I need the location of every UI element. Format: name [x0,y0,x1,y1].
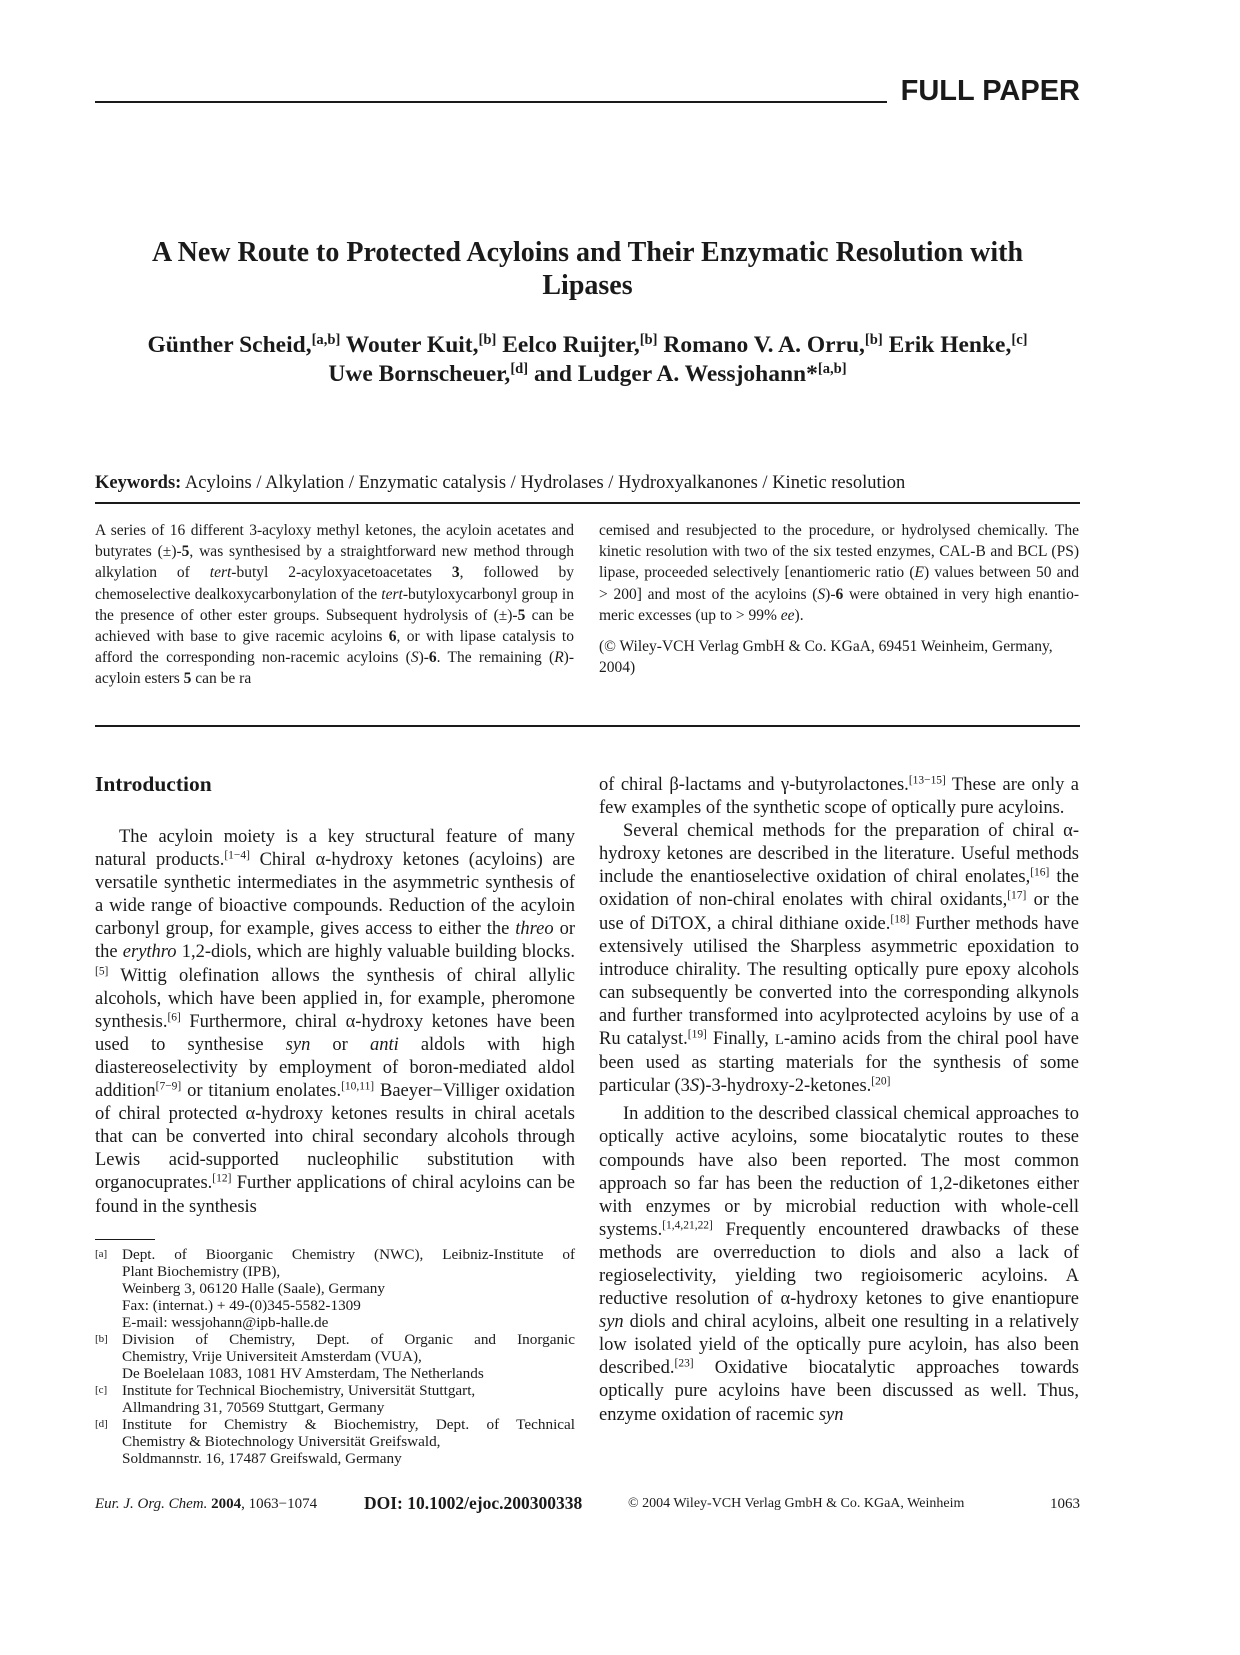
author-line-1 [95,331,1080,360]
citation: [17] [1007,890,1027,903]
author-name: Romano V. A. Orru, [657,332,865,358]
compound-ref: 5 [183,670,192,688]
abstract-bottom-rule [95,725,1080,727]
keywords-label: Keywords: [95,473,182,493]
footnote-rule [95,1239,155,1240]
intro-paragraph-left: The acyloin moiety is a key structural feature of many natural products.[1−4] Chiral α-hydroxy ketones (acyloins) are versatile synthetic intermediates in the asymmetric synthesis of a wide range of bioactive compounds. Reduction of the acyloin carbonyl group, for example, gives access to either the threo or the erythro 1,2-diols, which are highly valuable building blocks.[5] Wittig olefination allows the synthesis of chiral allylic alcohols, which have been applied in, for example, pheromone synthesis.[6] Furthermore, chiral α-hydroxy ketones have been used to synthesise syn or anti aldols with high diastereoselectivity by employment of boron-mediated aldol addition[7−9] or titanium enolates.[10,11] Baeyer−Villiger oxidation of chiral protected α-hydroxy ketones results in chiral acetals that can be converted into chiral secondary alcohols through Lewis acid-supported nucleophilic substitution with organocuprates.[12] Further applications of chiral acyloins can be found in the synthesis [95,827,576,1217]
citation: [1−4] [224,849,250,862]
affiliation-mark: [b] [639,332,658,348]
author-name: Günther Scheid, [147,332,312,358]
publisher-copyright: © 2004 Wiley-VCH Verlag GmbH & Co. KGaA, Weinheim [628,1496,965,1511]
citation: [18] [890,913,910,926]
footnote-mark: [b] [95,1333,108,1345]
affiliation-mark: [a,b] [817,361,847,377]
affiliation-mark: [b] [478,332,497,348]
citation: [12] [212,1173,232,1186]
compound-ref: 3 [451,564,460,582]
citation: [16] [1030,867,1050,880]
affiliation-mark: [c] [1011,332,1028,348]
keywords-text: Acyloins / Alkylation / Enzymatic catalysis / Hydrolases / Hydroxyalkanones / Kinetic resolution [181,473,906,493]
keywords-line [95,471,1080,495]
citation: [23] [674,1358,694,1371]
author-name: Wouter Kuit, [340,332,479,358]
citation: [5] [95,965,109,978]
intro-column-right [599,774,1079,1427]
section-heading-introduction: Introduction [95,772,212,796]
section-label: FULL PAPER [900,75,1080,107]
citation: [7−9] [155,1080,182,1093]
citation: [6] [167,1011,181,1024]
abstract-left: A series of 16 different 3-acyloxy methyl ketones, the acyloin acetates and butyrates (±)-5, was synthesised by a straightforward new method through alkylation of tert-butyl 2-acyloxyacetoacetates 3, followed by chemoselective dealkoxycarbonylation of the tert-butyloxycarbonyl group in the presence of other ester groups. Subsequent hydrolysis of (±)-5 can be achieved with base to give racemic acyloins 6, or with lipase catalysis to afford the corresponding non-racemic acyloins (S)-6. The remaining (R)-acyloin esters 5 can be ra [95,522,574,688]
citation: [20] [871,1075,891,1088]
page-footer [95,1492,1080,1516]
citation: [13−15] [908,774,946,787]
paper-title [95,236,1080,302]
citation: [19] [687,1028,707,1041]
compound-ref: 5 [517,606,526,624]
footnote-c: [c] Institute for Technical Biochemistry, Universität Stuttgart, Allmandring 31, 70569 Stuttgart, Germany [95,1382,476,1416]
footnote-b: [b] Division of Chemistry, Dept. of Organic and Inorganic Chemistry, Vrije Universiteit Amsterdam (VUA), De Boelelaan 1083, 1081 HV Amsterdam, The Netherlands [95,1331,575,1382]
affiliation-mark: [b] [864,332,883,348]
title-line-1: A New Route to Protected Acyloins and Their Enzymatic Resolution with [151,237,1024,268]
footnote-d: [d] Institute for Chemistry & Biochemistry, Dept. of Technical Chemistry & Biotechnology Universität Greifswald, Soldmannstr. 16, 17487 Greifswald, Germany [95,1416,575,1467]
doi: DOI: 10.1002/ejoc.200300338 [364,1493,583,1513]
affiliation-footnotes [95,1246,575,1467]
compound-ref: 6 [835,585,844,603]
intro-paragraph: Several chemical methods for the preparation of chiral α-hydroxy ketones are described in the literature. Useful methods include the enantioselective oxidation of chiral enolates,[16] the oxidation of non-chiral enolates with chiral oxidants,[17] or the use of DiTOX, a chiral dithiane oxide.[18] Further methods have extensively utilised the Sharpless asymmetric epoxidation to introduce chirality. The resulting optically pure epoxy alcohols can subsequently be converted into the corresponding alkynols and further transformed into acylprotected acyloins by use of a Ru catalyst.[19] Finally, L-amino acids from the chiral pool have been used as starting materials for the synthesis of some particular (3S)-3-hydroxy-2-ketones.[20] [599,821,1080,1097]
header-rule [95,101,887,103]
footnote-mark: [d] [95,1418,108,1430]
journal-citation: Eur. J. Org. Chem. 2004, 1063−1074 [95,1496,318,1512]
citation: [10,11] [341,1080,375,1093]
abstract-copyright: (© Wiley-VCH Verlag GmbH & Co. KGaA, 69451 Weinheim, Germany, 2004) [599,638,1053,677]
intro-paragraph: In addition to the described classical chemical approaches to optically active acyloins, some biocatalytic routes to these compounds have also been reported. The most common approach so far has been the reduction of 1,2-diketones either with enzymes or by microbial reduction with whole-cell systems.[1,4,21,22] Frequently encountered drawbacks of these methods are overreduction to diols and also a lack of regioselectivity, yielding two regioisomeric acyloins. A reductive resolution of α-hydroxy ketones to give enantiopure syn diols and chiral acyloins, albeit one resulting in a relatively low isolated yield of the optically pure acyloin, has also been described.[23] Oxidative biocatalytic approaches towards optically pure acyloins have been discussed as well. Thus, enzyme oxidation of racemic syn [599,1104,1079,1425]
citation: [1,4,21,22] [662,1219,713,1232]
author-name: Uwe Bornscheuer, [328,361,511,387]
footnote-mark: [a] [95,1248,108,1260]
compound-ref: 6 [428,649,437,667]
intro-paragraph: of chiral β-lactams and γ-butyrolactones.[13−15] These are only a few examples of the synthetic scope of optically pure acyloins. [599,774,1079,819]
footnote-mark: [c] [95,1384,108,1396]
compound-ref: 5 [181,543,190,561]
page-number: 1063 [1050,1496,1080,1512]
author-list [95,331,1080,389]
author-name: and Ludger A. Wessjohann* [528,361,818,387]
author-name: Eelco Ruijter, [496,332,640,358]
affiliation-mark: [a,b] [311,332,341,348]
affiliation-mark: [d] [510,361,529,377]
author-line-2 [95,360,1080,389]
abstract-top-rule [95,502,1080,504]
author-name: Erik Henke, [882,332,1012,358]
compound-ref: 6 [388,628,397,646]
title-line-2: Lipases [542,270,633,301]
abstract-right: cemised and resubjected to the procedure, or hydrolysed chemically. The kinetic resolution with two of the six tested enzymes, CAL-B and BCL (PS) lipase, proceeded selectively [enantiomeric ratio (E) values between 50 and > 200] and most of the acyloins (S)-6 were obtained in very high enantiomeric excesses (up to > 99% ee). (© Wiley-VCH Verlag GmbH & Co. KGaA, 69451 Weinheim, Germany, 2004) [599,520,1079,678]
footnote-a: [a] Dept. of Bioorganic Chemistry (NWC), Leibniz-Institute of Plant Biochemistry (IPB), Weinberg 3, 06120 Halle (Saale), Germany Fax: (internat.) + 49-(0)345-5582-1309 E-mail: wessjohann@ipb-halle.de [95,1246,575,1331]
